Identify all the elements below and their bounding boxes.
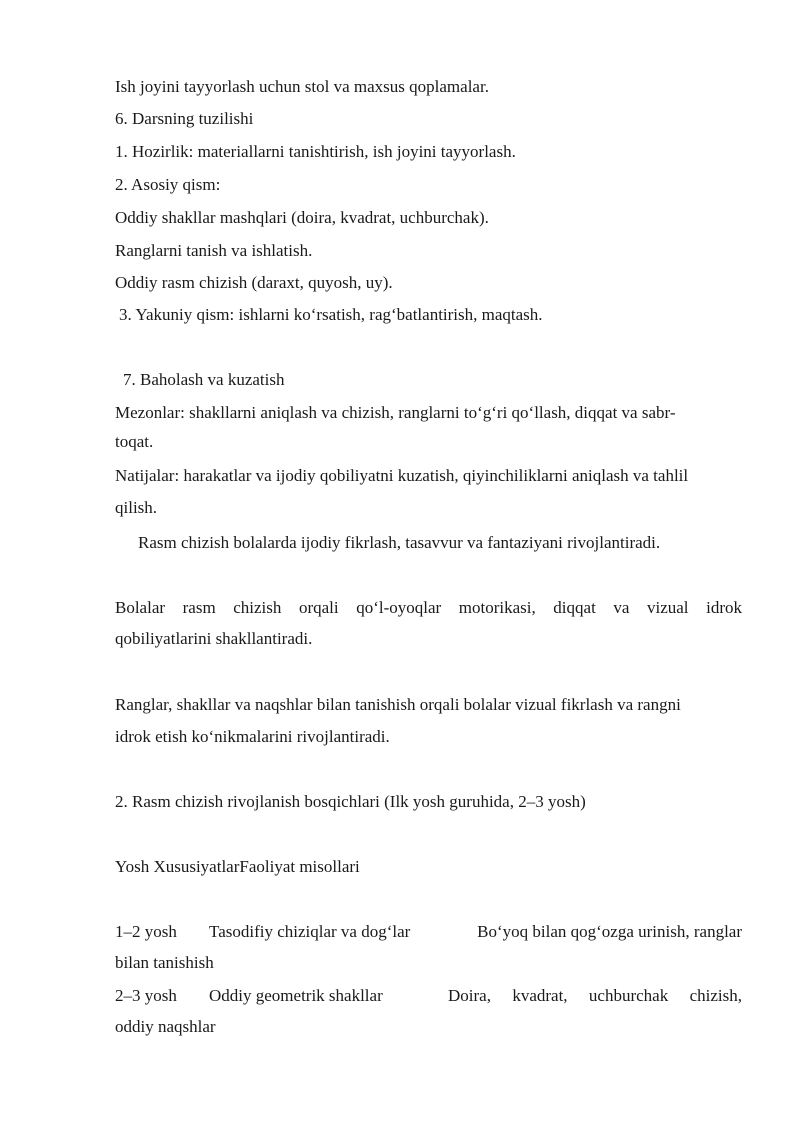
table-header: Yosh XususiyatlarFaoliyat misollari bbox=[115, 857, 360, 876]
feature-cell: Tasodifiy chiziqlar va dogʻlar bbox=[209, 922, 411, 941]
activity-cell: Doira, kvadrat, uchburchak chizish, bbox=[448, 986, 742, 1005]
text-line: toqat. bbox=[115, 432, 154, 451]
section-heading: 6. Darsning tuzilishi bbox=[115, 109, 254, 128]
text-line: idrok etish koʻnikmalarini rivojlantiradi. bbox=[115, 727, 390, 746]
table-row bbox=[115, 921, 742, 943]
text-line: Ranglar, shakllar va naqshlar bilan tanishish orqali bolalar vizual fikrlash va rangni bbox=[115, 695, 681, 714]
text-line: 3. Yakuniy qism: ishlarni koʻrsatish, ragʻbatlantirish, maqtash. bbox=[119, 305, 543, 324]
text-line: Ranglarni tanish va ishlatish. bbox=[115, 241, 313, 260]
text-line: 1. Hozirlik: materiallarni tanishtirish, ish joyini tayyorlash. bbox=[115, 142, 516, 161]
paragraph-line: Bolalar rasm chizish orqali qoʻl-oyoqlar motorikasi, diqqat va vizual idrok bbox=[115, 598, 742, 617]
text-line: qilish. bbox=[115, 498, 158, 517]
text-line: Rasm chizish bolalarda ijodiy fikrlash, tasavvur va fantaziyani rivojlantiradi. bbox=[138, 533, 661, 552]
feature-cell: Oddiy geometrik shakllar bbox=[209, 986, 383, 1005]
table-row-continuation: oddiy naqshlar bbox=[115, 1017, 216, 1036]
table-row-continuation: bilan tanishish bbox=[115, 953, 214, 972]
text-line: qobiliyatlarini shakllantiradi. bbox=[115, 629, 313, 648]
section-heading: 2. Rasm chizish rivojlanish bosqichlari (Ilk yosh guruhida, 2–3 yosh) bbox=[115, 792, 586, 811]
text-line: Ish joyini tayyorlash uchun stol va maxsus qoplamalar. bbox=[115, 77, 489, 96]
activity-cell: Boʻyoq bilan qogʻozga urinish, ranglar bbox=[477, 922, 742, 941]
text-line: Oddiy shakllar mashqlari (doira, kvadrat, uchburchak). bbox=[115, 208, 489, 227]
section-heading: 7. Baholash va kuzatish bbox=[123, 370, 285, 389]
text-line: Natijalar: harakatlar va ijodiy qobiliyatni kuzatish, qiyinchiliklarni aniqlash va tahlil bbox=[115, 466, 689, 485]
table-row bbox=[115, 985, 742, 1007]
text-line: 2. Asosiy qism: bbox=[115, 175, 221, 194]
age-cell: 1–2 yosh bbox=[115, 922, 177, 941]
text-line: Mezonlar: shakllarni aniqlash va chizish, ranglarni toʻgʻri qoʻllash, diqqat va sabr- bbox=[115, 403, 676, 422]
age-cell: 2–3 yosh bbox=[115, 986, 177, 1005]
text-line: Oddiy rasm chizish (daraxt, quyosh, uy). bbox=[115, 273, 393, 292]
